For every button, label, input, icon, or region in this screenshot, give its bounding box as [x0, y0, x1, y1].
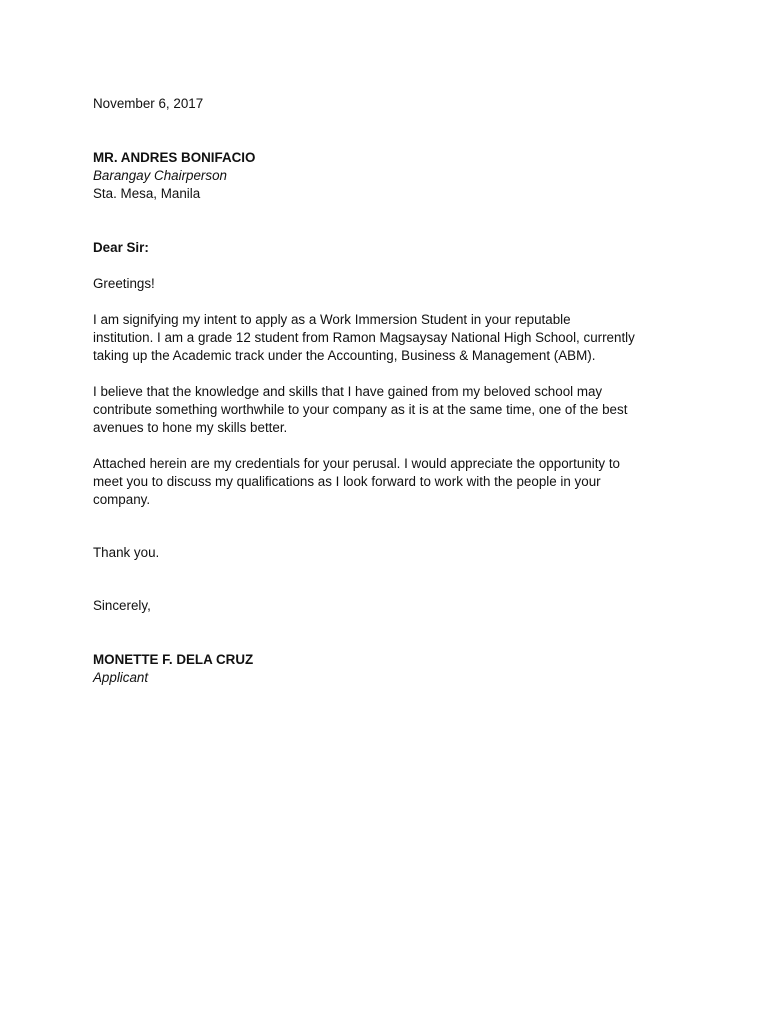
recipient-address: Sta. Mesa, Manila [93, 186, 201, 201]
paragraph-line: company. [93, 492, 151, 507]
sender-role: Applicant [93, 670, 149, 685]
recipient-title: Barangay Chairperson [93, 168, 227, 183]
recipient-block [93, 149, 683, 203]
paragraph-line: I believe that the knowledge and skills that I have gained from my beloved school may [93, 384, 603, 399]
paragraph-line: meet you to discuss my qualifications as I look forward to work with the people in your [93, 474, 601, 489]
signature-block [93, 651, 683, 687]
paragraph-intent [93, 311, 683, 365]
paragraph-skills [93, 383, 683, 437]
paragraph-line: avenues to hone my skills better. [93, 420, 288, 435]
salutation: Dear Sir: [93, 240, 149, 255]
letter-body [93, 95, 683, 687]
paragraph-line: Attached herein are my credentials for your perusal. I would appreciate the opportunity to [93, 456, 620, 471]
paragraph-credentials [93, 455, 683, 509]
recipient-name: MR. ANDRES BONIFACIO [93, 150, 256, 165]
sender-name: MONETTE F. DELA CRUZ [93, 652, 254, 667]
greeting: Greetings! [93, 276, 155, 291]
paragraph-line: contribute something worthwhile to your company as it is at the same time, one of the best [93, 402, 628, 417]
paragraph-line: taking up the Academic track under the Accounting, Business & Management (ABM). [93, 348, 596, 363]
letter-date: November 6, 2017 [93, 96, 204, 111]
thanks-line: Thank you. [93, 545, 160, 560]
closing-line: Sincerely, [93, 598, 151, 613]
paragraph-line: I am signifying my intent to apply as a Work Immersion Student in your reputable [93, 312, 571, 327]
paragraph-line: institution. I am a grade 12 student from Ramon Magsaysay National High School, currently [93, 330, 635, 345]
